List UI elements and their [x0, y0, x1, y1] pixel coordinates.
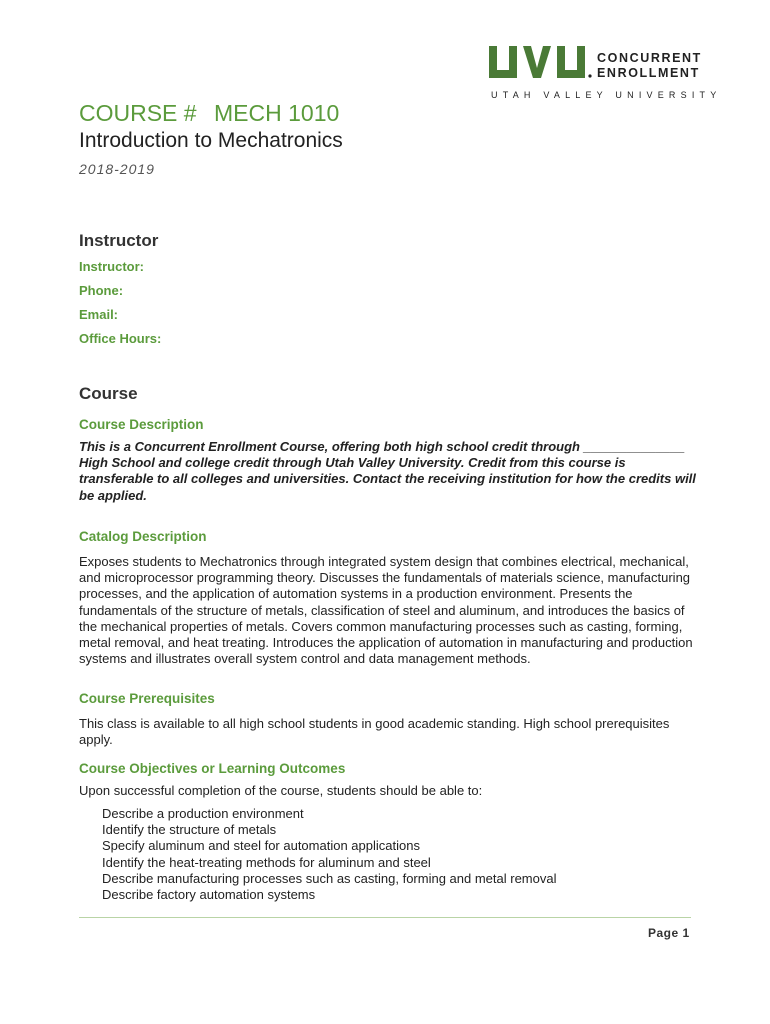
list-item: Identify the structure of metals	[102, 822, 277, 838]
course-prerequisites-heading: Course Prerequisites	[79, 691, 215, 706]
logo-university-name: UTAH VALLEY UNIVERSITY	[491, 90, 722, 100]
list-item: Identify the heat-treating methods for aluminum and steel	[102, 854, 431, 870]
logo-word-enrollment: ENROLLMENT	[597, 66, 700, 80]
logo-word-concurrent: CONCURRENT	[597, 51, 702, 65]
course-description-heading: Course Description	[79, 417, 204, 432]
instructor-heading: Instructor	[79, 231, 159, 250]
page-number: Page 1	[648, 926, 690, 940]
course-title: Introduction to Mechatronics	[79, 129, 343, 152]
course-objectives-intro: Upon successful completion of the course, students should be able to:	[79, 783, 483, 798]
office-hours-label: Office Hours:	[79, 331, 162, 346]
list-item: Specify aluminum and steel for automation applications	[102, 838, 420, 854]
catalog-description-text: Exposes students to Mechatronics through integrated system design that combines electrical, mechanical, and microprocessor programming theory. Discusses the fundamentals of materials science, manufacturing processes, and the application of automation systems in a production environment. Presents the fundamentals of the structure of metals, classification of steel and aluminum, and introduces the basics of the mechanical properties of metals. Covers common manufacturing processes such as casting, forming, metal removal, and heat treating. Introduces the application of automation in manufacturing and production systems and illustrates overall system control and data management methods.	[79, 554, 693, 667]
course-description-text: This is a Concurrent Enrollment Course, offering both high school credit through ______________ High School and college credit through Utah Valley University. Credit from this course is transferable to all colleges and universities. Contact the receiving institution for how the credits will be applied.	[79, 439, 696, 503]
uvu-logo-mark	[489, 46, 593, 80]
course-label: COURSE #	[79, 100, 197, 126]
course-heading: Course	[79, 384, 138, 403]
instructor-label: Instructor:	[79, 259, 144, 274]
list-item: Describe manufacturing processes such as casting, forming and metal removal	[102, 870, 557, 886]
course-prerequisites-text: This class is available to all high school students in good academic standing. High school prerequisites apply.	[79, 716, 670, 748]
academic-year: 2018-2019	[79, 161, 155, 177]
course-objectives-list	[102, 806, 557, 903]
course-objectives-heading: Course Objectives or Learning Outcomes	[79, 761, 346, 776]
course-number: MECH 1010	[214, 100, 340, 126]
phone-label: Phone:	[79, 283, 124, 298]
email-label: Email:	[79, 307, 119, 322]
uvu-concurrent-enrollment-logo	[489, 46, 722, 104]
course-number-heading	[79, 100, 339, 127]
list-item: Describe factory automation systems	[102, 887, 316, 903]
list-item: Describe a production environment	[102, 806, 304, 821]
footer-divider	[79, 917, 691, 918]
catalog-description-heading: Catalog Description	[79, 529, 207, 544]
